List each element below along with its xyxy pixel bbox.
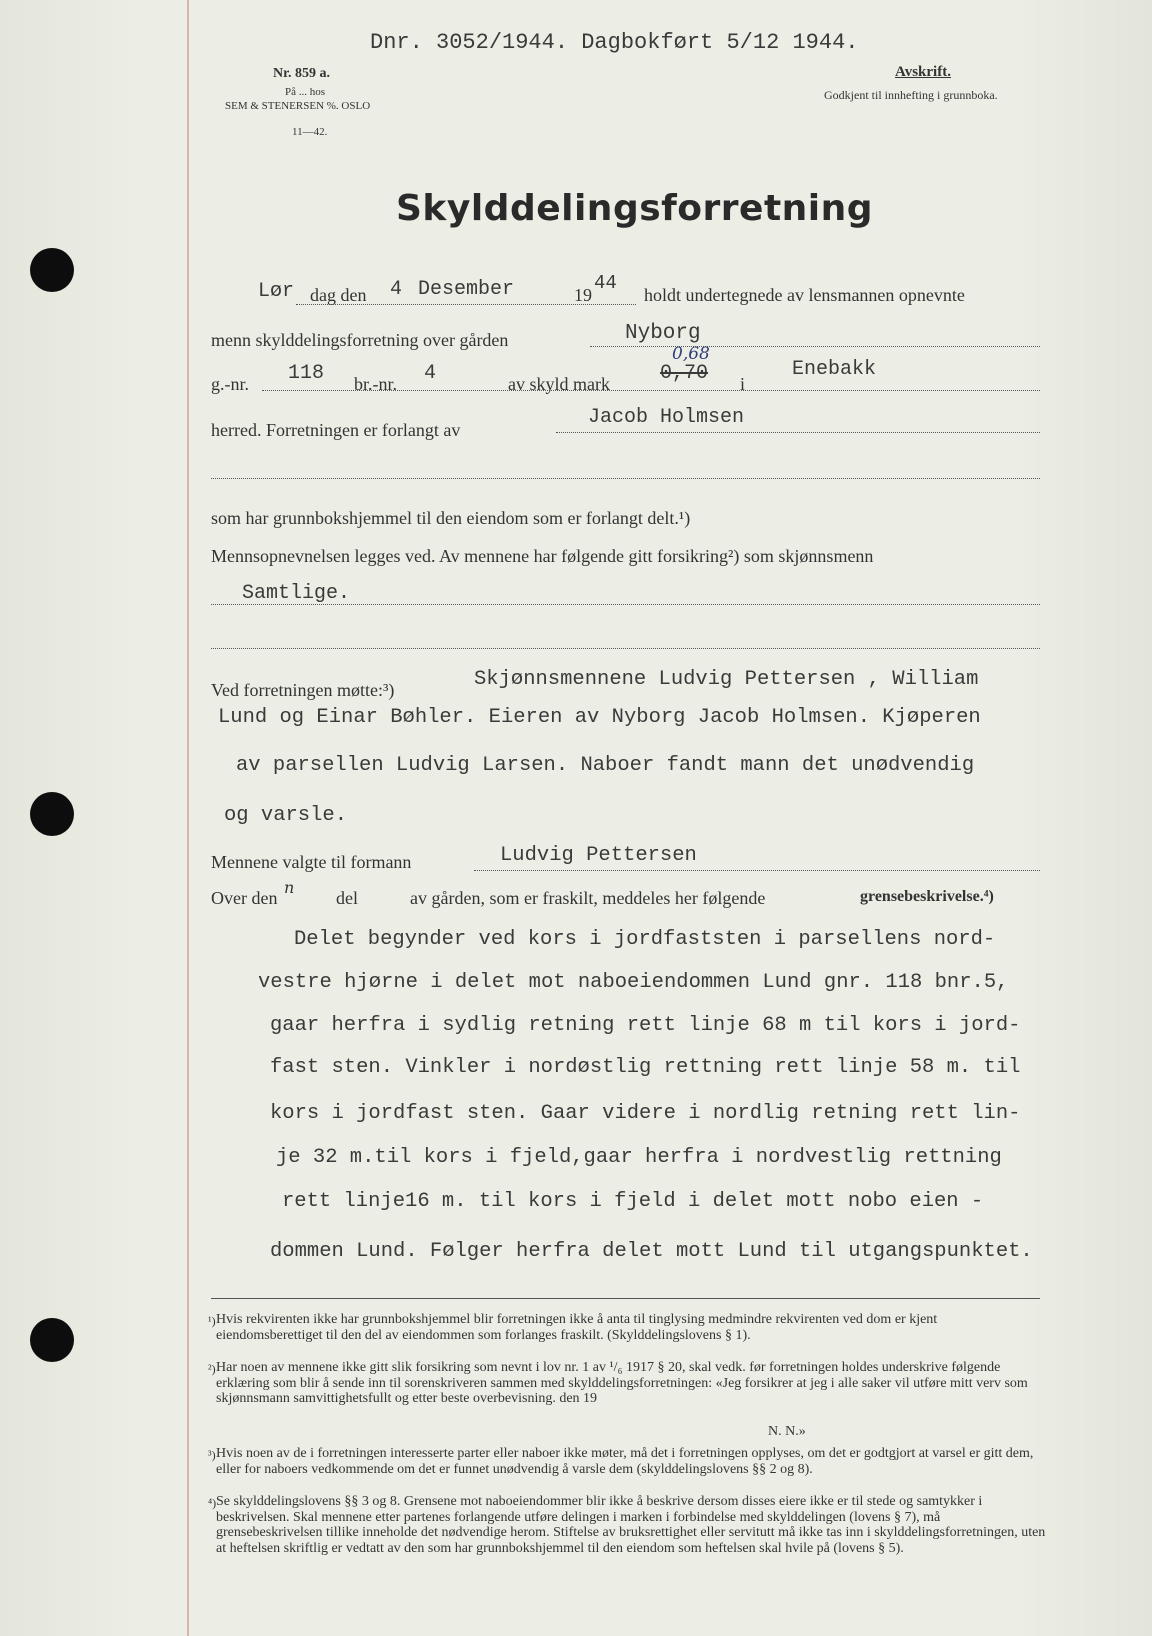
gnr-value: 118 [288,362,325,385]
mennsopnevnelsen-text: Mennsopnevnelsen legges ved. Av mennene har følgende gitt forsikring²) som skjønnsmenn [211,546,874,566]
dag-den-label: dag den [310,285,367,305]
skyld-corrected: 0,68 [672,344,710,364]
description-line: je 32 m.til kors i fjeld,gaar herfra i nordvestlig rettning [276,1146,1002,1169]
description-line: kors i jordfast sten. Gaar videre i nordlig retning rett lin- [270,1102,1021,1125]
publisher-line: På ... hos [285,86,326,98]
dotted-line [556,432,1040,433]
footnote-marker: ²) [208,1362,216,1376]
i-label: i [740,374,746,394]
over-hand: n [284,878,295,897]
footnote-marker: ¹) [208,1314,216,1328]
footnote-marker: ⁴) [208,1496,217,1510]
dotted-line [474,870,1040,871]
dotted-line [590,346,1040,347]
held-text: holdt undertegnede av lensmannen opnevnte [644,285,965,305]
year-prefix: 19 [574,285,592,305]
footnote-signature: N. N.» [768,1424,806,1439]
hjemmel-text: som har grunnbokshjemmel til den eiendom som er forlangt delt.¹) [211,508,691,528]
formann-label: Mennene valgte til formann [211,852,412,872]
description-line: gaar herfra i sydlig retning rett linje 68 m til kors i jord- [270,1014,1021,1037]
motte-line: og varsle. [224,804,348,827]
skyld-label: av skyld mark [508,374,610,394]
fraskilt-text: av gården, som er fraskilt, meddeles her følgende [410,888,766,908]
date-day: 4 [390,278,403,301]
grense-label: grensebeskrivelse.⁴) [860,888,994,905]
margin-line [187,0,189,1636]
dotted-line [211,478,1040,479]
bnr-label: br.-nr. [354,374,397,394]
form-number: Nr. 859 a. [273,66,331,81]
date-month: Desember [418,278,515,301]
requester-name: Jacob Holmsen [588,406,745,429]
footnote-text: Hvis noen av de i forretningen interesserte parter eller naboer ikke møter, må det i forretningen opplyses, om det er godtgjort at varsel er gitt dem, eller for naboers vedkommende om det er funnet unødvendig å varsle dem (skylddelingslovens §§ 2 og 8). [216,1446,1034,1477]
skyld-struck: 0,70 [660,362,709,385]
municipality: Enebakk [792,358,877,381]
description-line: rett linje16 m. til kors i fjeld i delet mott nobo eien - [282,1190,984,1213]
weekday-prefix: Lør [258,280,295,303]
year-suffix: 44 [594,272,617,294]
gnr-label: g.-nr. [211,374,249,394]
punch-hole [30,248,74,292]
dotted-line [211,648,1040,649]
footnote-text: Se skylddelingslovens §§ 3 og 8. Grensene mot naboeiendommer blir ikke å beskrive dersom disses eiere ikke er til stede og samtykker i beskrivelsen. Skal mennene etter partenes forlangende utføre delingen i marken i forbindelse med skylddelingen (lovens § 7), må grensebeskrivelsen tillike inneholde det nødvendige herom. Stiftelse av bruksrettighet eller servitutt må ikke tas inn i skylddelingsforretningen, uten at heftelsen skriftlig er vedtatt av den som har grunnbokshjemmel til den eiendom som heftelsen skal hvile på (lovens § 5). [216,1494,1046,1556]
footnote-text: Har noen av mennene ikke gitt slik forsikring som nevnt i lov nr. 1 av ¹/₆ 1917 § 20, skal vedk. før forretningen holdes underskrive følgende erklæring som blir å sende inn til sorenskriveren sammen med skylddelingsforretningen: «Jeg forsikrer at jeg i alle saker vil utføre mitt verv som skjønnsmann samvittighetsfullt og etter beste overbevisning. den 19 [216,1360,1028,1407]
dotted-line [211,604,1040,605]
herred-text: herred. Forretningen er forlangt av [211,420,461,440]
publisher-line: SEM & STENERSEN %. OSLO [225,100,371,112]
line2-text: menn skylddelingsforretning over gården [211,330,509,350]
description-line: vestre hjørne i delet mot naboeiendommen Lund gnr. 118 bnr.5, [258,971,1009,994]
formann-name: Ludvig Pettersen [500,844,697,867]
footnote-marker: ³) [208,1448,216,1462]
description-line: Delet begynder ved kors i jordfaststen i parsellens nord- [294,928,996,951]
dotted-line [262,390,1040,391]
copy-label: Avskrift. [895,64,951,80]
description-line: fast sten. Vinkler i nordøstlig rettning rett linje 58 m. til [270,1056,1021,1079]
approval-text: Godkjent til innhefting i grunnboka. [824,88,998,102]
punch-hole [30,792,74,836]
del-label: del [336,888,358,908]
punch-hole [30,1318,74,1362]
dotted-line [296,304,636,305]
motte-line: Lund og Einar Bøhler. Eieren av Nyborg Jacob Holmsen. Kjøperen [218,706,981,729]
motte-line: av parsellen Ludvig Larsen. Naboer fandt mann det unødvendig [236,754,975,777]
bnr-value: 4 [424,362,437,385]
description-line: dommen Lund. Følger herfra delet mott Lund til utgangspunktet. [270,1240,1033,1263]
document-title: Skylddelingsforretning [396,188,874,229]
motte-label: Ved forretningen møtte:³) [211,680,395,700]
publisher-date: 11—42. [292,126,328,138]
motte-line: Skjønnsmennene Ludvig Pettersen , William [474,668,979,691]
footnote-divider [211,1298,1040,1299]
farm-name: Nyborg [625,322,701,345]
dnr-line: Dnr. 3052/1944. Dagbokført 5/12 1944. [370,30,859,55]
over-label: Over den [211,888,278,908]
footnote-text: Hvis rekvirenten ikke har grunnbokshjemmel blir forretningen ikke å anta til tinglysing medmindre rekvirenten ved dom er kjent eiendomsberettiget til den del av eiendommen som forlanges fraskilt. (Skylddelingslovens § 1). [216,1312,938,1343]
forsikring-value: Samtlige. [242,582,351,605]
